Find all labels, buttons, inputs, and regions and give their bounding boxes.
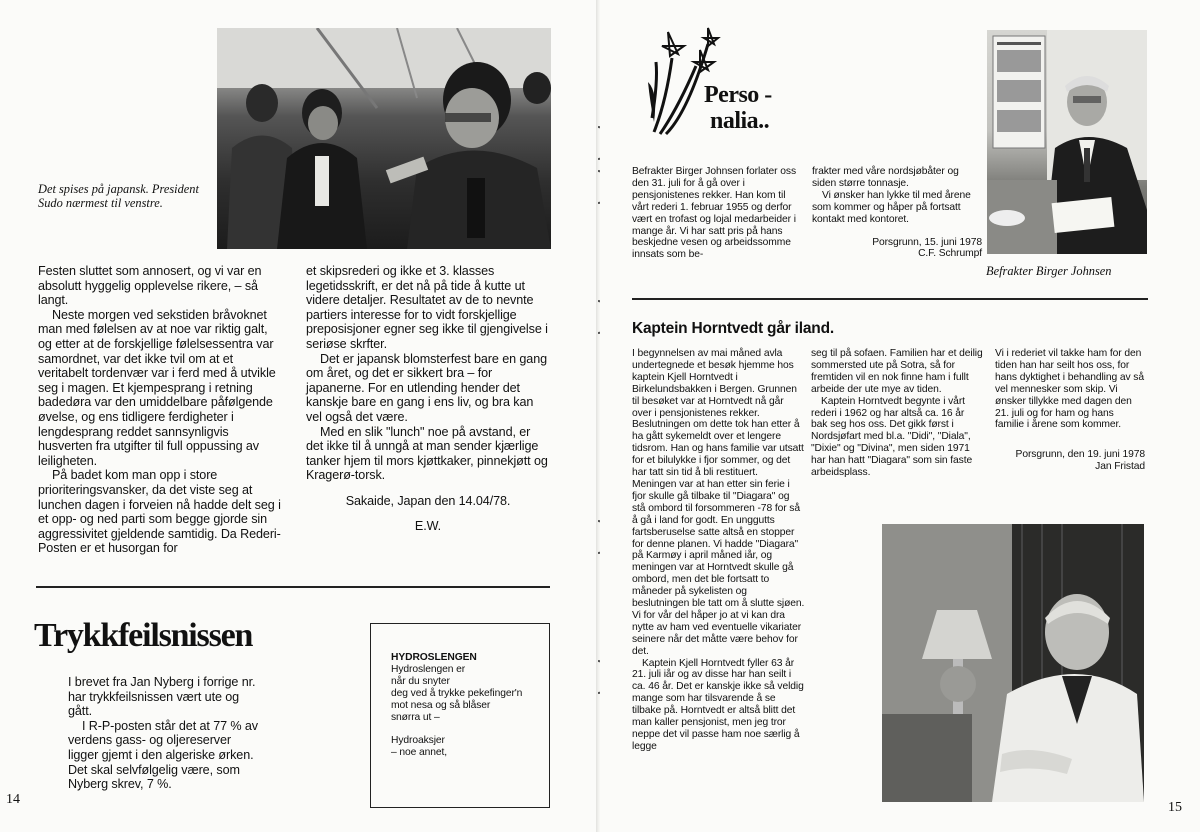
johnsen-photo — [987, 30, 1147, 254]
photo-illustration — [882, 524, 1144, 802]
paragraph: Kaptein Kjell Horntvedt fyller 63 år 21. juli iår og av disse har han seilt i ca. 46 år. Det er kanskje ikke så veldig mange som har tilsvarende å se tilbake på. Horntvedt er altså blitt det man kaller pensjonist, men jeg tror neppe det vil passe ham noe særlig å legge — [632, 657, 804, 752]
article-column-2 — [306, 264, 550, 533]
trykkfeil-heading: Trykkfeilsnissen — [34, 617, 253, 654]
paragraph: I brevet fra Jan Nyberg i forrige nr. har trykkfeilsnissen vært ute og gått. — [68, 675, 256, 719]
box-title: HYDROSLENGEN — [391, 652, 477, 663]
article-column-1 — [38, 264, 282, 556]
box-line: snørra ut – — [391, 711, 440, 723]
page-number: 15 — [1168, 800, 1182, 815]
paragraph: frakter med våre nordsjøbåter og siden større tonnasje. — [812, 166, 959, 189]
horntvedt-heading: Kaptein Horntvedt går iland. — [632, 320, 834, 337]
paragraph: Med en slik "lunch" noe på avstand, er det ikke til å unngå at man sender kjærlige tanker hjem til mors kjøttkaker, pinnekjøtt og Kragerø-torsk. — [306, 424, 548, 483]
dateline: Sakaide, Japan den 14.04/78. — [345, 493, 511, 508]
photo-caption: Det spises på japansk. President Sudo nærmest til venstre. — [38, 182, 199, 210]
paragraph: Det er japansk blomsterfest bare en gang om året, og det er sikkert bra – for japanerne. For en utlending hender det kanskje bare en gang i ens liv, og bra kan vel også det være. — [306, 351, 548, 424]
left-page — [0, 0, 598, 832]
box-line: deg ved å trykke pekefinger'n — [391, 687, 523, 699]
horntvedt-column-3 — [995, 348, 1145, 473]
masthead-title — [704, 82, 772, 134]
box-line: – noe annet, — [391, 747, 448, 759]
photo-illustration — [217, 28, 551, 249]
horntvedt-photo — [882, 524, 1144, 802]
paragraph: et skipsrederi og ikke et 3. klasses legetidsskrift, er det nå på tide å kutte ut videre detaljer. Resultatet av de to nevnte partiers interesse for to vidt forskjellige preposisjoner egner seg ikke til gjengivelse i seriøse skrfter. — [306, 264, 548, 351]
section-divider — [632, 298, 1148, 300]
signature: E.W. — [414, 518, 442, 533]
horntvedt-column-2 — [811, 348, 983, 479]
box-line: mot nesa og så blåser — [391, 699, 491, 711]
johnsen-column-2 — [812, 166, 982, 260]
paragraph: Vi i rederiet vil takke ham for den tiden han har seilt hos oss, for hans dyktighet i behandling av så vel mennesker som skip. Vi ønsker tillykke med dagen den 21. juli og for ham og hans familie i årene som kommer. — [995, 348, 1144, 431]
box-line: når du snyter — [391, 675, 450, 687]
paragraph: Befrakter Birger Johnsen forlater oss den 31. juli for å gå over i pensjonistenes rekker. Han kom til vårt rederi 1. februar 1955 og derfor vært en trofast og lojal medarbeider i mange år. Vi har satt pris på hans beskjedne vesen og arbeidssomme innsats som be- — [632, 166, 796, 261]
page-number: 14 — [6, 792, 20, 807]
photo-illustration — [987, 30, 1147, 254]
paragraph: Vi ønsker han lykke til med årene som kommer og håper på fortsatt kontakt med kontoret. — [812, 189, 971, 225]
johnsen-column-1 — [632, 166, 802, 261]
right-page — [600, 0, 1200, 832]
signature: C.F. Schrumpf — [918, 248, 982, 260]
johnsen-caption: Befrakter Birger Johnsen — [986, 264, 1112, 278]
section-divider — [36, 586, 550, 588]
signature: Jan Fristad — [1095, 461, 1145, 473]
horntvedt-column-1 — [632, 348, 805, 753]
paragraph: I begynnelsen av mai måned avla undertegnede et besøk hjemme hos kaptein Kjell Horntvedt i Birkelundsbakken i Bergen. Grunnen til besøket var at Horntvedt nå går over i pensjonistenes rekker. Beslutningen om dette tok han etter å ha gått sykemeldt over et lengere tidsrom. Han og hans familie var utsatt for et bilulykke i fjor sommer, og det har tatt sin tid å bli restituert. Meningen var at han etter sin ferie i fjor skulle gå tilbake til "Diagara" og stå ombord til forsommeren -78 for så å gå i land for godt. En unggutts fartsberuselse satte altså en stopper for denne planen. Vi hadde "Diagara" på Karmøy i april måned iår, og meningen var at Horntvedt skulle gå ombord, men det ble fortsatt to måneder på sykelisten og beslutningen ble tatt om å slutte sjøen. Vi for vår del håper jo at vi kan dra nytte av ham ved eventuelle vikariater seinere når det måtte være behov for det. — [632, 348, 805, 657]
paragraph: På badet kom man opp i store prioriteringsvansker, da det viste seg at lunchen dagen i forveien nå hadde delt seg i et opp- og ned parti som begge gjorde sin aggressivitet gjeldende samtidig. Da Rederi-Posten er et husorgan for — [38, 468, 281, 556]
dateline: Porsgrunn, 15. juni 1978 — [872, 236, 982, 248]
paragraph: seg til på sofaen. Familien har et deilig sommersted ute på Sotra, så for fremtiden vil en nok finne ham i fullt arbeide der ute mye av tiden. — [811, 348, 983, 395]
masthead-line: Perso - — [704, 82, 772, 108]
box-line: Hydroaksjer — [391, 735, 445, 747]
paragraph: Festen sluttet som annosert, og vi var en absolutt hyggelig opplevelse rikere, – så langt. — [38, 264, 262, 308]
paragraph: Neste morgen ved sekstiden bråvoknet man med følelsen av at noe var riktig galt, og etter at de forskjellige følelsessentra var samordnet, var det ikke tvil om at et veritabelt tordenvær var i ferd med å utvikle seg i magen. Et kjempesprang i retning badedøra var den umiddelbare påfølgende øvelse, og ens tidligere ferdigheter i lengdesprang reddet sannsynligvis husverten fra utgifter til full oppussing av leiligheten. — [38, 307, 276, 468]
masthead-line: nalia.. — [710, 108, 770, 134]
trykkfeil-body — [68, 675, 258, 792]
paragraph: I R-P-posten står det at 77 % av verdens gass- og oljereserver ligger gjemt i den algeriske ørken. Det skal selvfølgelig være, som Nyberg skrev, 7 %. — [68, 718, 258, 792]
hydroslengen-box — [370, 623, 550, 808]
dateline: Porsgrunn, den 19. juni 1978 — [1015, 449, 1145, 461]
japan-dinner-photo — [217, 28, 551, 249]
paragraph: Kaptein Horntvedt begynte i vårt rederi i 1962 og har altså ca. 16 år bak seg hos oss. Det gikk først i Nordsjøfart med bl.a. "Didi", "Diala", "Dixie" og "Divina", men siden 1971 har han hatt "Diagara" som sin faste arbeidsplass. — [811, 395, 973, 479]
box-line: Hydroslengen er — [391, 663, 466, 675]
